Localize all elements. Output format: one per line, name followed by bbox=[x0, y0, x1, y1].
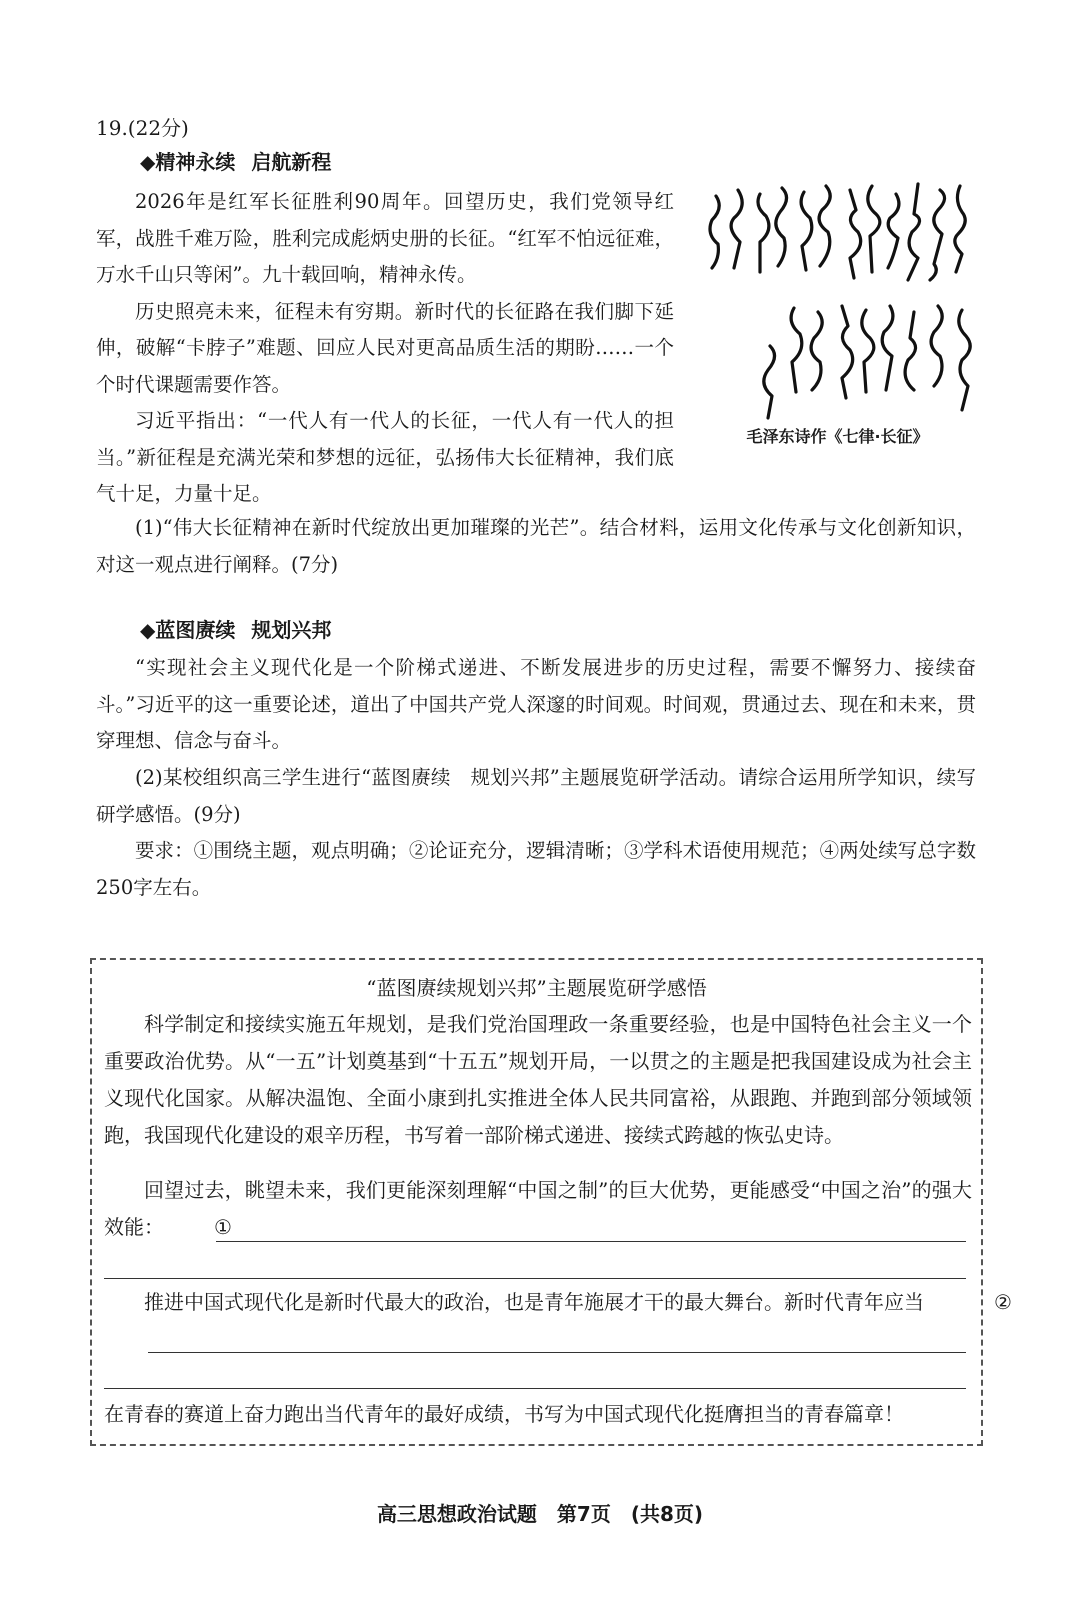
question-2-text: (2)某校组织高三学生进行“蓝图赓续 规划兴邦”主题展览研学活动。请综合运用所学知识，续写研学感悟。(9分) bbox=[96, 766, 976, 826]
blank-1-line-2[interactable] bbox=[104, 1278, 966, 1279]
question-2-requirements: 要求：①围绕主题，观点明确；②论证充分，逻辑清晰；③学科术语使用规范；④两处续写总字数250字左右。 bbox=[96, 839, 976, 899]
question-1 bbox=[96, 510, 976, 583]
calligraphy-image bbox=[700, 176, 975, 438]
answer-box-title: “蓝图赓续规划兴邦”主题展览研学感悟 bbox=[366, 976, 707, 1000]
section2-title bbox=[140, 614, 331, 643]
answer-box-paragraph-3-text: 推进中国式现代化是新时代最大的政治，也是青年施展才干的最大舞台。新时代青年应当 bbox=[144, 1290, 924, 1314]
section2-paragraph: “实现社会主义现代化是一个阶梯式递进、不断发展进步的历史过程，需要不懈努力、接续奋斗。”习近平的这一重要论述，道出了中国共产党人深邃的时间观。时间观，贯通过去、现在和未来，贯穿理想、信念与奋斗。 bbox=[96, 656, 976, 752]
section1-title-b: 启航新程 bbox=[251, 150, 332, 174]
section2-title-a: ◆蓝图赓续 bbox=[140, 618, 236, 642]
section1-title-a: ◆精神永续 bbox=[140, 150, 236, 174]
section2-title-b: 规划兴邦 bbox=[251, 618, 332, 642]
blank-1-line-1[interactable] bbox=[216, 1241, 966, 1242]
answer-box-paragraph-3: 推进中国式现代化是新时代最大的政治，也是青年施展才干的最大舞台。新时代青年应当 ② bbox=[144, 1290, 1012, 1314]
question-1-text: (1)“伟大长征精神在新时代绽放出更加璀璨的光芒”。结合材料，运用文化传承与文化创新知识，对这一观点进行阐释。(7分) bbox=[96, 516, 976, 576]
question-2 bbox=[96, 760, 976, 906]
answer-box-closing: 在青春的赛道上奋力跑出当代青年的最好成绩，书写为中国式现代化挺膺担当的青春篇章！ bbox=[104, 1402, 904, 1426]
calligraphy-caption: 毛泽东诗作《七律·长征》 bbox=[746, 427, 929, 446]
section1-paragraph-1: 2026年是红军长征胜利90周年。回望历史，我们党领导红军，战胜千难万险，胜利完成彪炳史册的长征。“红军不怕远征难，万水千山只等闲”。九十载回响，精神永传。 bbox=[96, 190, 674, 286]
blank-2-line-2[interactable] bbox=[104, 1388, 966, 1389]
answer-box-paragraph-2: 回望过去，眺望未来，我们更能深刻理解“中国之制”的巨大优势，更能感受“中国之治”的强大效能： ① bbox=[104, 1178, 972, 1239]
blank-2-line-1[interactable] bbox=[148, 1352, 966, 1353]
section1-title bbox=[140, 146, 331, 175]
section1-paragraph-2: 历史照亮未来，征程未有穷期。新时代的长征路在我们脚下延伸，破解“卡脖子”难题、回应人民对更高品质生活的期盼……一个个时代课题需要作答。 bbox=[96, 299, 674, 396]
page-footer: 高三思想政治试题 第7页 (共8页) bbox=[376, 1502, 704, 1526]
section1-material bbox=[96, 184, 674, 513]
answer-box-paragraph-1: 科学制定和接续实施五年规划，是我们党治国理政一条重要经验，也是中国特色社会主义一个重要政治优势。从“一五”计划奠基到“十五五”规划开局，一以贯之的主题是把我国建设成为社会主义现代化国家。从解决温饱、全面小康到扎实推进全体人民共同富裕，从跟跑、并跑到部分领域领跑，我国现代化建设的艰辛历程，书写着一部阶梯式递进、接续式跨越的恢弘史诗。 bbox=[104, 1012, 972, 1147]
section2-material bbox=[96, 650, 976, 760]
answer-box-paragraph-2-text: 回望过去，眺望未来，我们更能深刻理解“中国之制”的巨大优势，更能感受“中国之治”的强大效能： bbox=[104, 1178, 972, 1239]
section1-paragraph-3: 习近平指出：“一代人有一代人的长征，一代人有一代人的担当。”新征程是充满光荣和梦想的远征，弘扬伟大长征精神，我们底气十足，力量十足。 bbox=[96, 409, 674, 505]
question-number-score: 19.(22分) bbox=[96, 116, 189, 140]
answer-box bbox=[90, 958, 1012, 1446]
